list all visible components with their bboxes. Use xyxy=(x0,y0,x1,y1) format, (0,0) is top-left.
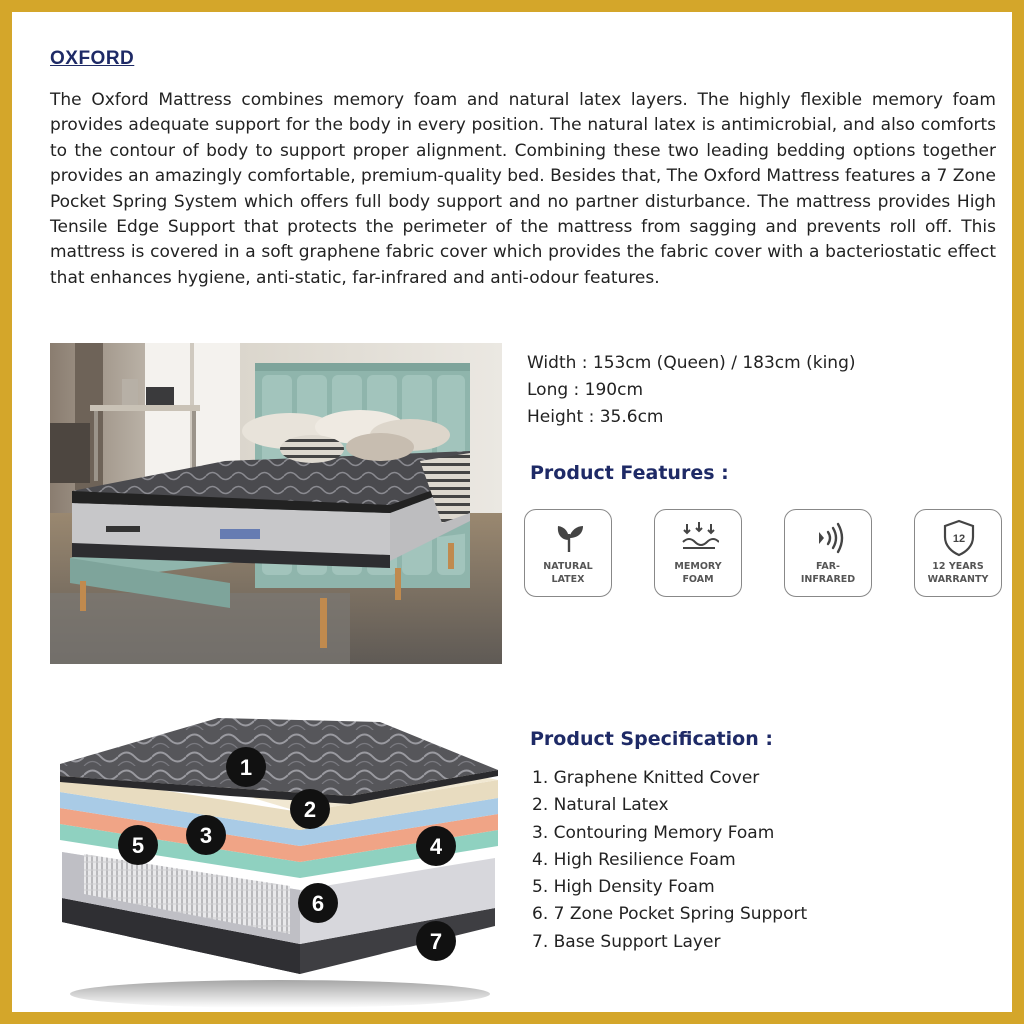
spec-item: 2. Natural Latex xyxy=(532,795,669,816)
infrared-icon xyxy=(809,518,849,558)
warranty-shield-icon xyxy=(939,518,979,558)
spec-item: 3. Contouring Memory Foam xyxy=(532,822,775,843)
layer-marker-5: 5 xyxy=(131,833,145,858)
product-title: OXFORD xyxy=(50,48,135,69)
bedroom-photo xyxy=(50,343,502,664)
mattress-layers-diagram xyxy=(50,712,510,1012)
layer-marker-7: 7 xyxy=(429,929,443,954)
layers-illustration xyxy=(50,712,510,1012)
feature-memory-foam xyxy=(654,509,742,597)
feature-far-infrared xyxy=(784,509,872,597)
spec-item: 7. Base Support Layer xyxy=(532,931,721,952)
layer-marker-6: 6 xyxy=(311,891,325,916)
layer-marker-2: 2 xyxy=(303,797,317,822)
bed-illustration xyxy=(50,343,502,664)
warranty-years-text: 12 xyxy=(952,533,966,545)
layer-marker-4: 4 xyxy=(429,834,443,859)
feature-label: 12 YEARS WARRANTY xyxy=(927,561,989,585)
spec-item: 5. High Density Foam xyxy=(532,877,715,898)
feature-warranty xyxy=(914,509,1002,597)
feature-label: FAR- INFRARED xyxy=(800,561,856,585)
specification-list xyxy=(532,765,807,956)
dimension-width: Width : 153cm (Queen) / 183cm (king) xyxy=(527,353,856,373)
features-heading: Product Features : xyxy=(530,462,729,484)
product-description: The Oxford Mattress combines memory foam and natural latex layers. The highly flexible memory foam provides adequate support for the body in every position. The natural latex is antimicrobial, and also comforts to the contour of body to support proper alignment. Combining these two leading bedding options together provides an amazingly comfortable, premium-quality bed. Besides that, The Oxford Mattress features a 7 Zone Pocket Spring System which offers full body support and no partner disturbance. The mattress provides High Tensile Edge Support that protects the perimeter of the mattress from sagging and prevents roll off. This mattress is covered in a soft graphene fabric cover which provides the fabric cover with a bacteriostatic effect that enhances hygiene, anti-static, far-infrared and anti-odour features. xyxy=(50,90,996,288)
feature-label: MEMORY FOAM xyxy=(674,561,722,585)
feature-natural-latex xyxy=(524,509,612,597)
spec-item: 4. High Resilience Foam xyxy=(532,849,736,870)
spec-item: 1. Graphene Knitted Cover xyxy=(532,768,760,788)
dimension-height: Height : 35.6cm xyxy=(527,407,664,427)
leaf-icon xyxy=(549,518,589,558)
layer-marker-3: 3 xyxy=(199,823,213,848)
specification-heading: Product Specification : xyxy=(530,728,773,750)
dimension-length: Long : 190cm xyxy=(527,380,644,400)
dimensions-list xyxy=(527,350,856,431)
feature-label: NATURAL LATEX xyxy=(543,561,593,585)
memory-foam-icon xyxy=(679,518,719,558)
spec-item: 6. 7 Zone Pocket Spring Support xyxy=(532,904,808,925)
layer-marker-1: 1 xyxy=(239,755,253,780)
